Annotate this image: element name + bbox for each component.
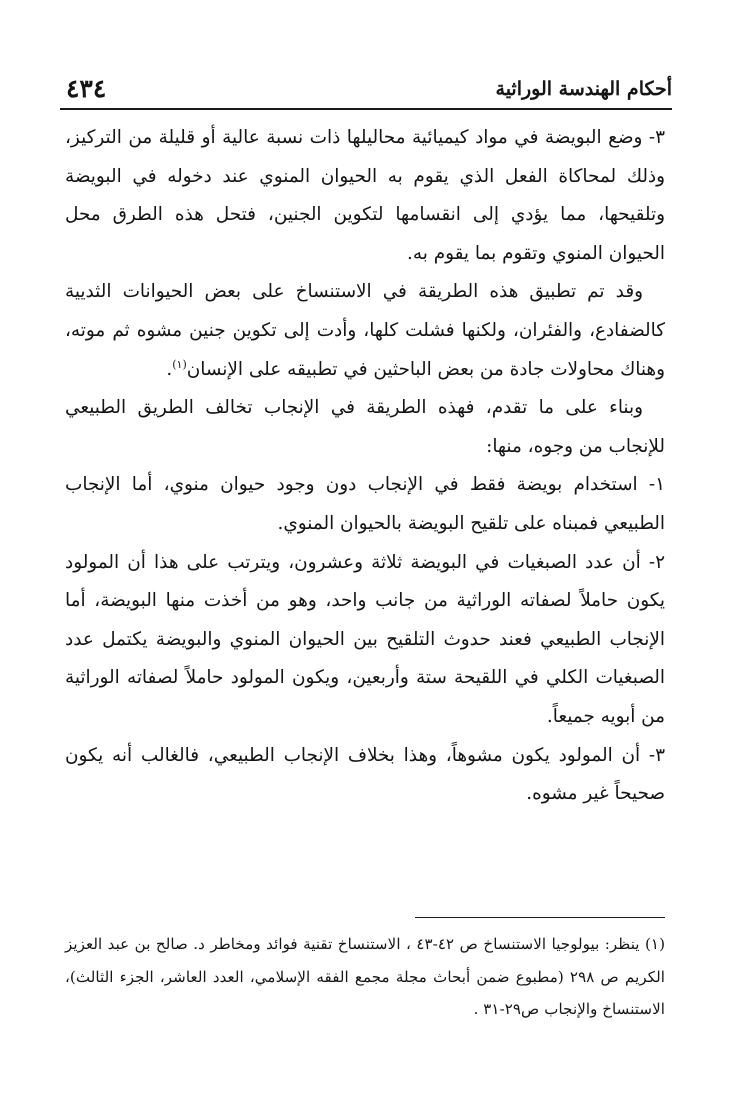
paragraph-application-text: وقد تم تطبيق هذه الطريقة في الاستنساخ على بعض الحيوانات الثديية كالضفادع، والفئران، ولكنها فشلت كلها، وأدت إلى تكوين جنين مشوه ثم موته، وهناك محاولات جادة من بعض الباحثين في تطبيقه على الإنسان [65,281,665,380]
footnote-marker: (١) [172,357,187,371]
list-item-1: ١- استخدام بويضة فقط في الإنجاب دون وجود حيوان منوي، أما الإنجاب الطبيعي فمبناه على تلقيح البويضة بالحيوان المنوي. [65,474,665,534]
header-divider [60,108,672,110]
list-item-2: ٢- أن عدد الصبغيات في البويضة ثلاثة وعشرون، ويترتب على هذا أن المولود يكون حاملاً لصفاته الوراثية من جانب واحد، وهو من أخذت منها البويضة، أما الإنجاب الطبيعي فعند حدوث التلقيح بين الحيوان المنوي والبويضة يكتمل عدد الصبغيات الكلي في اللقيحة ستة وأربعين، ويكون المولود حاملاً لصفاته الوراثية من أبويه جميعاً. [65,551,665,727]
paragraph-application [65,273,665,389]
running-title: أحكام الهندسة الوراثية [495,78,672,100]
page-number: ٤٣٤ [66,74,107,103]
footnote-divider [415,917,665,918]
page-header [66,66,672,106]
paragraph-application-end: . [166,358,173,380]
main-text [65,119,665,814]
list-item-3: ٣- أن المولود يكون مشوهاً، وهذا بخلاف الإنجاب الطبيعي، فالغالب أنه يكون صحيحاً غير مشوه. [65,744,665,805]
footnote-1: (١) ينظر: بيولوجيا الاستنساخ ص ٤٢-٤٣ ، الاستنساخ تقنية فوائد ومخاطر د. صالح بن عبد العزيز الكريم ص ٢٩٨ (مطبوع ضمن أبحاث مجلة مجمع الفقه الإسلامي، العدد العاشر، الجزء الثالث)، الاستنساخ والإنجاب ص٢٩-٣١ . [65,935,666,1018]
paragraph-conclusion: وبناء على ما تقدم، فهذه الطريقة في الإنجاب تخالف الطريق الطبيعي للإنجاب من وجوه، منها: [65,397,665,457]
footnotes [65,928,665,1026]
paragraph-method-3: ٣- وضع البويضة في مواد كيميائية محاليلها ذات نسبة عالية أو قليلة من التركيز، وذلك لمحاكاة الفعل الذي يقوم به الحيوان المنوي عند دخوله في البويضة وتلقيحها، مما يؤدي إلى انقسامها لتكوين الجنين، فتحل هذه الطرق محل الحيوان المنوي وتقوم بما يقوم به. [65,127,665,264]
